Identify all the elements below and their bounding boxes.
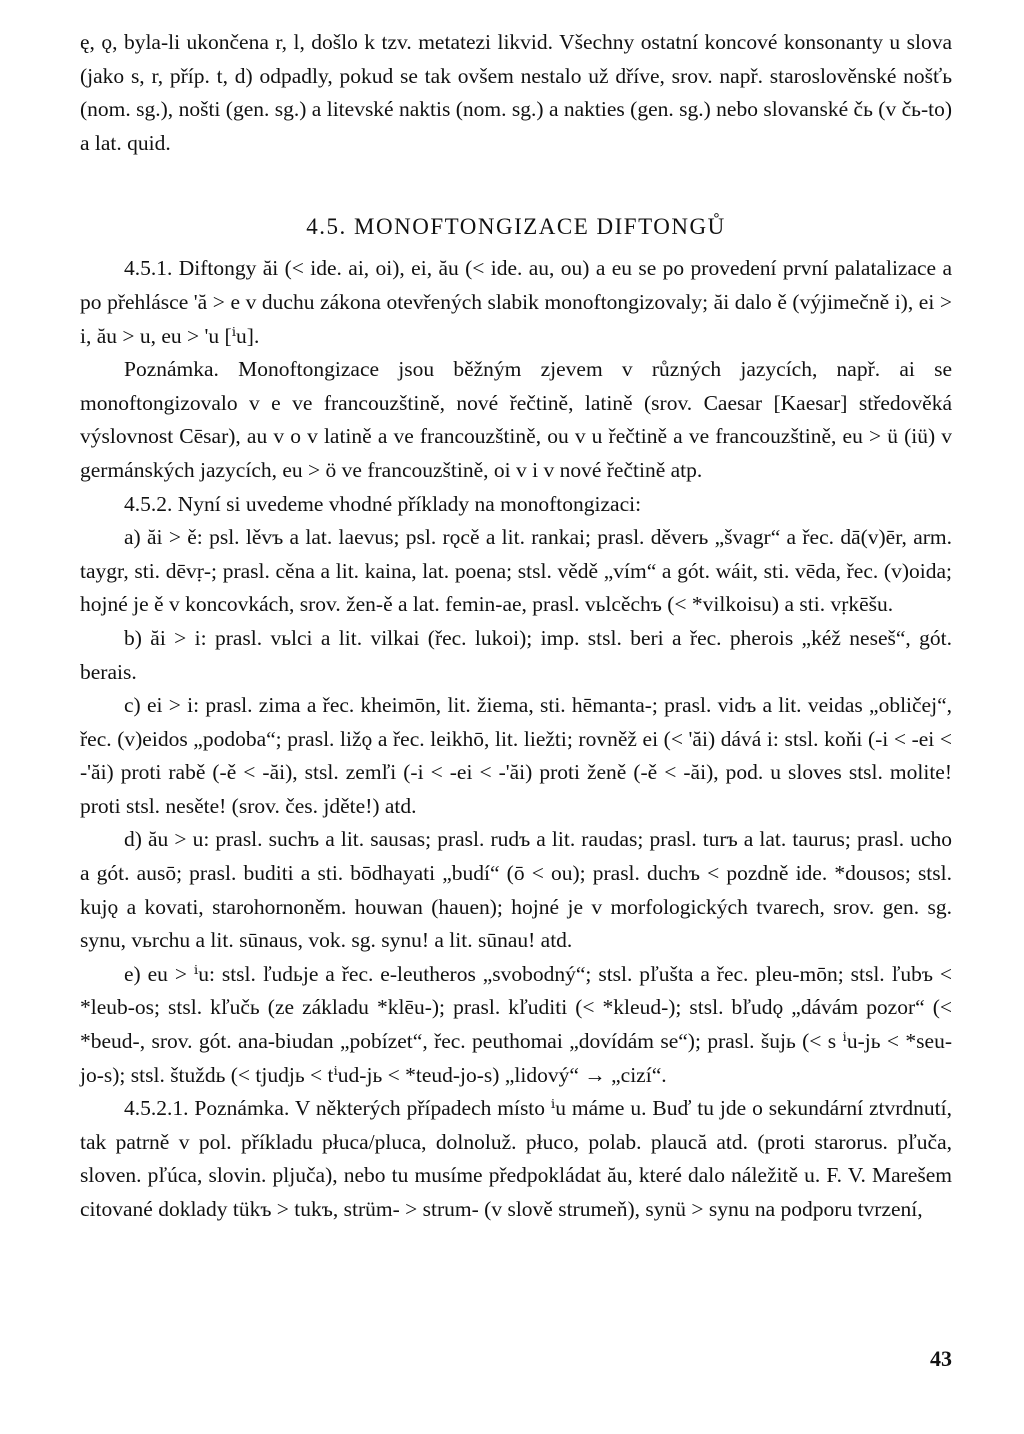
paragraph-example-a: a) ăi > ě: psl. lěvъ a lat. laevus; psl. rǫcě a lit. rankai; prasl. děverь „švagr“ a řec. dā(v)ēr, arm. taygr, sti. dēvṛ-; prasl. cěna a lit. kaina, lat. poena; stsl. vědě „vím“ a gót. wáit, sti. vēda, řec. (v)oida; hojné je ě v koncovkách, srov. žen-ě a lat. femin-ae, prasl. vьlcěchъ (< *vilkoisu) a sti. vṛkēšu. [80, 525, 952, 617]
paragraph-4-5-1: 4.5.1. Diftongy ăi (< ide. ai, oi), ei, ău (< ide. au, ou) a eu se po provedení první palatalizace a po přehlásce 'ă > e v duchu zákona otevřených slabik monoftongizovaly; ăi dalo ě (výjimečně i), ei > i, ău > u, eu > 'u [ⁱu]. [80, 256, 952, 348]
paragraph-example-d: d) ău > u: prasl. suchъ a lit. sausas; prasl. rudъ a lit. raudas; prasl. turъ a lat. taurus; prasl. ucho a gót. ausō; prasl. buditi a sti. bōdhayati „budí“ (ō < ou); prasl. duchъ < pozdně ide. *dousos; stsl. kujǫ a kovati, starohornoněm. houwan (hauen); hojné je v morfologických tvarech, srov. gen. sg. synu, vьrchu a lit. sūnaus, vok. sg. synu! a lit. sūnau! atd. [80, 827, 952, 953]
paragraph-4-5-2: 4.5.2. Nyní si uvedeme vhodné příklady na monoftongizaci: [124, 491, 642, 516]
page-number: 43 [930, 1346, 952, 1371]
paragraph-example-b: b) ăi > i: prasl. vьlci a lit. vilkai (řec. lukoi); imp. stsl. beri a řec. pherois „kéž neseš“, gót. berais. [80, 625, 952, 684]
intro-paragraph: ę, ǫ, byla-li ukončena r, l, došlo k tzv. metatezi likvid. Všechny ostatní koncové konsonanty u slova (jako s, r, příp. t, d) odpadly, pokud se tak ovšem nestalo už dříve, srov. např. staroslověnské nošťь (nom. sg.), nošti (gen. sg.) a litevské naktis (nom. sg.) a nakties (gen. sg.) nebo slovanské čь (v čь-to) a lat. quid. [80, 30, 952, 155]
section-heading: 4.5. MONOFTONGIZACE DIFTONGŮ [306, 214, 726, 240]
paragraph-4-5-2-1: 4.5.2.1. Poznámka. V některých případech místo ⁱu máme u. Buď tu jde o sekundární ztvrdnutí, tak patrně v pol. příkladu płuca/pluca, dolnoluž. płuco, polab. plaucă atd. (proti starorus. pľuča, sloven. pľúca, slovin. pljuča), nebo tu musíme předpokládat ău, které dalo náležitě u. F. V. Marešem citované doklady tükъ > tukъ, strüm- > strum- (v slově strumeň), synü > synu na podporu tvrzení, [80, 1096, 952, 1221]
document-page [80, 26, 952, 1227]
paragraph-example-e: e) eu > ⁱu: stsl. ľudьje a řec. e-leutheros „svobodný“; stsl. pľušta a řec. pleu-mōn; stsl. ľubъ < *leub-os; stsl. kľučь (ze základu *klēu-); prasl. kľuditi (< *kleud-); stsl. bľudǫ „dávám pozor“ (< *beud-, srov. gót. ana-biudan „pobízet“, řec. peuthomai „dovídám se“); prasl. šujь (< s ⁱu-jь < *seu-jo-s); stsl. štuždь (< tjudjь < tⁱud-jь < *teud-jo-s) „lidový“ → „cizí“. [80, 961, 952, 1087]
paragraph-example-c: c) ei > i: prasl. zima a řec. kheimōn, lit. žiema, sti. hēmanta-; prasl. vidъ a lit. veidas „obličej“, řec. (v)eidos „podoba“; prasl. ližǫ a řec. leikhō, lit. liežti; rovněž ei (< 'ăi) dává i: stsl. koňi (-i < -ei < -'ăi) proti rabě (-ě < -ăi), stsl. zemľi (-i < -ei < -'ăi) proti ženě (-ě < -ăi), pod. u sloves stsl. molite! proti stsl. nesěte! (srov. čes. jděte!) atd. [80, 693, 952, 818]
paragraph-poznamka: Poznámka. Monoftongizace jsou běžným zjevem v různých jazycích, např. ai se monoftongizovalo v e ve francouzštině, nové řečtině, latině (srov. Caesar [Kaesar] středověká výslovnost Cēsar), au v o v latině a ve francouzštině, ou v u řečtině a ve francouzštině, eu > ü (iü) v germánských jazycích, eu > ö ve francouzštině, oi v i v nové řečtině atp. [80, 357, 952, 482]
